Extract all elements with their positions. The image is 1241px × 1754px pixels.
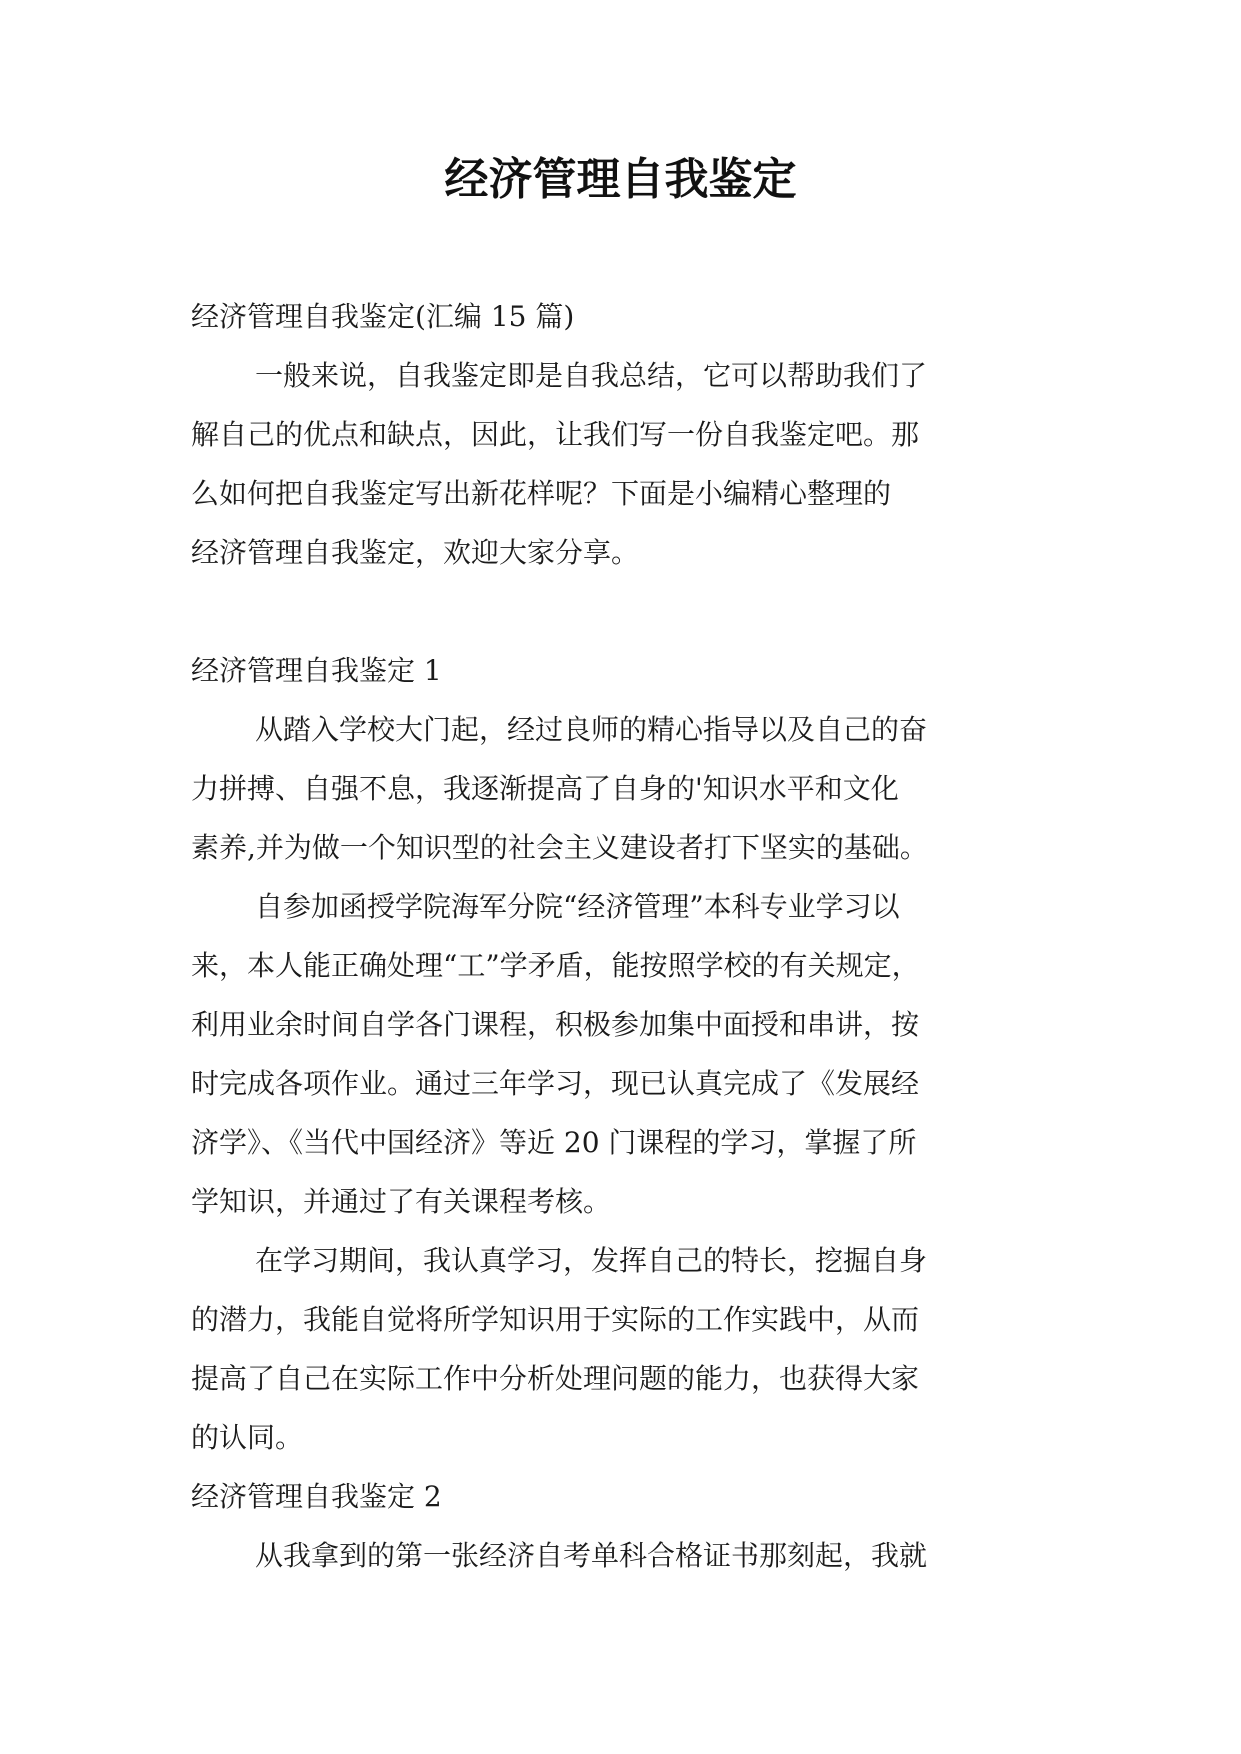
section-1-paragraph-3 [191,1231,1051,1467]
intro-line: 么如何把自我鉴定写出新花样呢？下面是小编精心整理的 [191,477,892,510]
paragraph-line: 力拼搏、自强不息，我逐渐提高了自身的'知识水平和文化 [191,772,899,805]
paragraph-line: 从我拿到的第一张经济自考单科合格证书那刻起，我就 [255,1539,928,1572]
section-1-paragraph-1 [191,700,1051,877]
intro-line: 经济管理自我鉴定，欢迎大家分享。 [191,536,640,569]
intro-paragraph [191,346,1051,582]
paragraph-line: 在学习期间，我认真学习，发挥自己的特长，挖掘自身 [255,1244,928,1277]
intro-line: 解自己的优点和缺点，因此，让我们写一份自我鉴定吧。那 [191,418,920,451]
blank-gap [191,582,1051,641]
paragraph-line: 提高了自己在实际工作中分析处理问题的能力，也获得大家 [191,1362,920,1395]
section-heading-1: 经济管理自我鉴定 1 [191,654,442,687]
section-2-paragraph-1 [191,1526,1051,1585]
paragraph-line: 利用业余时间自学各门课程，积极参加集中面授和串讲，按 [191,1008,920,1041]
paragraph-line: 时完成各项作业。通过三年学习，现已认真完成了《发展经 [191,1067,920,1100]
paragraph-line: 来，本人能正确处理“工”学矛盾，能按照学校的有关规定， [191,949,920,982]
document-body [191,287,1051,1585]
paragraph-line: 学知识，并通过了有关课程考核。 [191,1185,612,1218]
section-1-paragraph-2 [191,877,1051,1231]
paragraph-line: 的潜力，我能自觉将所学知识用于实际的工作实践中，从而 [191,1303,920,1336]
document-subtitle: 经济管理自我鉴定(汇编 15 篇) [191,300,575,333]
paragraph-line: 的认同。 [191,1421,304,1454]
paragraph-line: 自参加函授学院海军分院“经济管理”本科专业学习以 [255,890,900,923]
paragraph-line: 从踏入学校大门起，经过良师的精心指导以及自己的奋 [255,713,928,746]
intro-line: 一般来说，自我鉴定即是自我总结，它可以帮助我们了 [255,359,928,392]
section-heading-2: 经济管理自我鉴定 2 [191,1480,442,1513]
paragraph-line: 素养,并为做一个知识型的社会主义建设者打下坚实的基础。 [191,831,928,864]
document-title: 经济管理自我鉴定 [444,154,797,205]
paragraph-line: 济学》、《当代中国经济》等近 20 门课程的学习，掌握了所 [191,1126,917,1159]
